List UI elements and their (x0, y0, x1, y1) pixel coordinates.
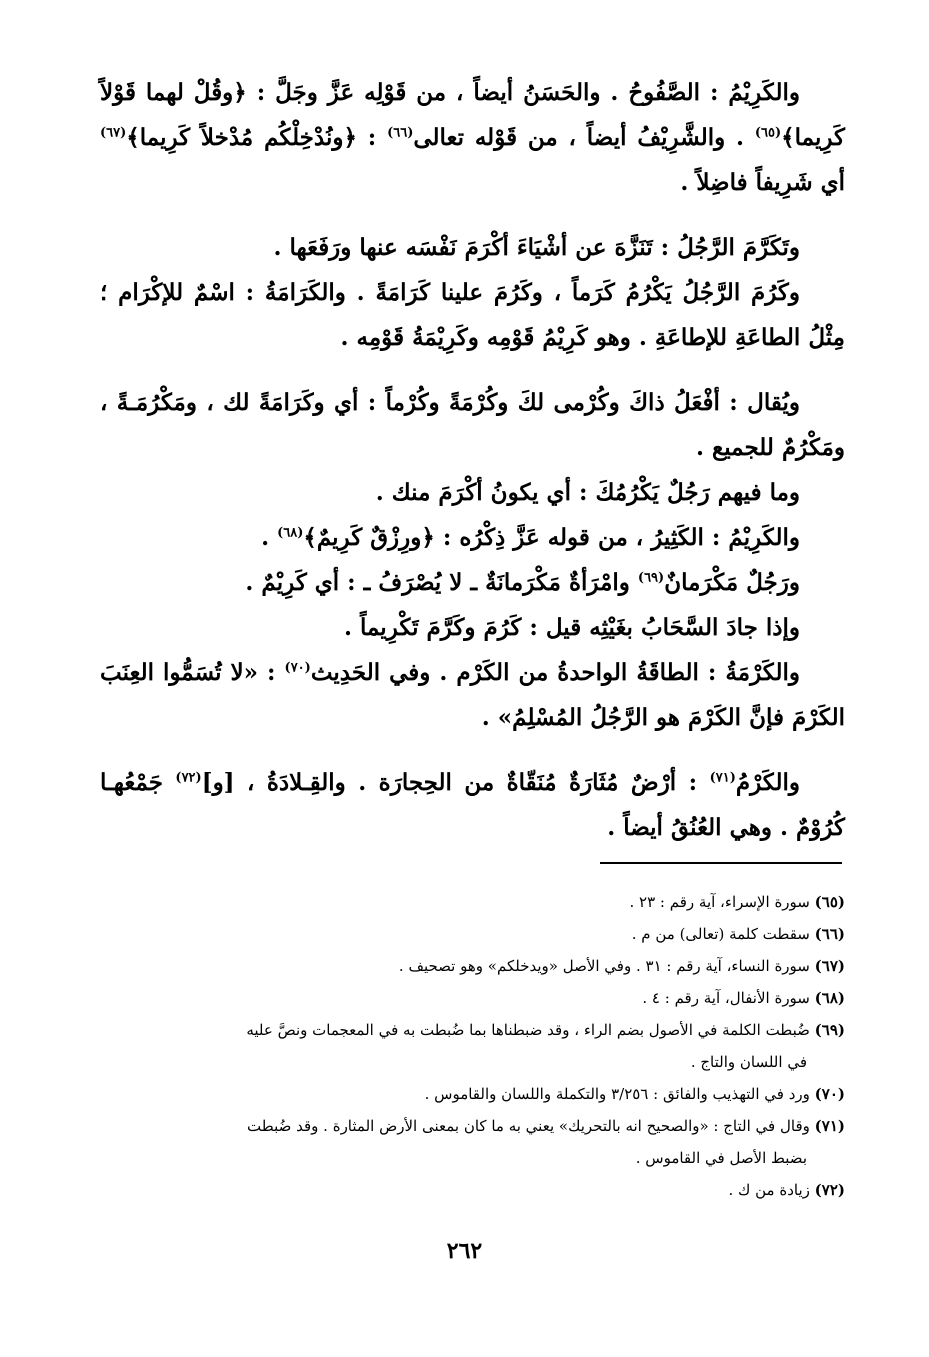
footnote-text: ورد في التهذيب والفائق : ٣/٢٥٦ والتكملة واللسان والقاموس . (424, 1085, 810, 1103)
footnote-number: (٧٢) (814, 1181, 845, 1199)
footnote-divider (600, 862, 842, 864)
footnote (110, 982, 845, 1014)
paragraph-text: : أرْضٌ مُثَارَةٌ مُنَقّاةٌ من الحِجارَة . والقِـلادَةُ ، [و] (201, 769, 710, 796)
paragraph (100, 270, 845, 360)
footnote-text: سورة النساء، آية رقم : ٣١ . وفي الأصل «ويدخلكم» وهو تصحيف . (398, 957, 810, 975)
footnote-number: (٧١) (814, 1117, 845, 1135)
footnote-number: (٦٩) (814, 1021, 845, 1039)
paragraph (100, 225, 845, 270)
footnote-number: (٦٨) (814, 989, 845, 1007)
paragraph-text: : «لا تُسَمُّوا العِنَبَ الكَرْمَ فإنَّ الكَرْمَ هو الرَّجُلُ المُسْلِمُ» . (100, 659, 845, 731)
footnote-ref: (٧٢) (175, 770, 202, 786)
footnote-text: سورة الإسراء، آية رقم : ٢٣ . (629, 893, 810, 911)
footnote (110, 1174, 845, 1206)
footnote-text: سقطت كلمة (تعالى) من م . (631, 925, 810, 943)
footnote-ref: (٦٦) (387, 125, 414, 141)
footnote-continuation: بضبط الأصل في القاموس . (635, 1149, 807, 1167)
footnote-ref: (٦٥) (754, 125, 782, 141)
footnote-ref: (٧١) (709, 770, 736, 786)
footnote (110, 886, 845, 918)
paragraph (100, 515, 845, 560)
footnote-number: (٦٥) (814, 893, 845, 911)
paragraph-text: والكَرْمُ (735, 769, 800, 796)
paragraph-text: والكَرِيْمُ : الصَّفُوحُ . والحَسَنُ أيضاً ، من قَوْلِه عَزَّ وجَلَّ : ﴿وقُلْ لهما قَوْلاً كَرِيما﴾ (100, 79, 845, 151)
paragraph-text: . والشَّرِيْفُ أيضاً ، من قَوْله تعالى (413, 124, 755, 151)
paragraph (100, 605, 845, 650)
footnote-number: (٦٧) (814, 957, 845, 975)
paragraph (100, 380, 845, 470)
paragraph-text: ورَجُلٌ مَكْرَمانٌ (664, 569, 800, 596)
footnotes (110, 886, 845, 1206)
footnote-ref: (٧٠) (284, 660, 311, 676)
footnote (110, 950, 845, 982)
footnote-text: ضُبطت الكلمة في الأصول بضم الراء ، وقد ضبطناها بما ضُبطت به في المعجمات ونصَّ عليه (246, 1021, 810, 1039)
footnote-ref: (٦٨) (277, 525, 304, 541)
paragraph (100, 470, 845, 515)
footnote-number: (٦٦) (814, 925, 845, 943)
page-number: ٢٦٢ (446, 1238, 483, 1264)
paragraph-text: وما فيهم رَجُلٌ يَكْرُمُكَ : أي يكونُ أكْرَمَ منك . (375, 479, 800, 506)
footnote-ref: (٦٩) (637, 570, 665, 586)
footnote (110, 1110, 845, 1174)
footnote (110, 1014, 845, 1078)
footnote (110, 1078, 845, 1110)
paragraph (100, 70, 845, 205)
footnote (110, 918, 845, 950)
paragraph-text: . (261, 524, 278, 551)
paragraph (100, 560, 845, 605)
paragraph-text: جَمْعُهـا كُرُوْمٌ . وهي العُنُقُ أيضاً . (100, 769, 845, 841)
page-body (100, 70, 845, 850)
main-text (100, 70, 845, 850)
paragraph-text: أي شَرِيفاً فاضِلاً . (680, 169, 845, 196)
footnote-ref: (٦٧) (100, 125, 127, 141)
paragraph-text: وامْرَأةٌ مَكْرَمانَةٌ ـ لا يُصْرَفُ ـ : أي كَرِيْمٌ . (245, 569, 638, 596)
paragraph-text: والكَرِيْمُ : الكَثِيرُ ، من قوله عَزَّ ذِكْرُه : ﴿ورِزْقٌ كَرِيمٌ﴾ (303, 524, 800, 551)
footnote-text: سورة الأنفال، آية رقم : ٤ . (642, 989, 810, 1007)
paragraph (100, 760, 845, 850)
footnote-text: وقال في التاج : «والصحيح انه بالتحريك» يعني به ما كان بمعنى الأرض المثارة . وقد ضُبطت (247, 1117, 810, 1135)
paragraph-text: وكَرُمَ الرَّجُلُ يَكْرُمُ كَرَماً ، وكَرُمَ علينا كَرَامَةً . والكَرَامَةُ : اسْمٌ للإكْرَام ؛ مِثْلُ الطاعَةِ للإطاعَةِ . وهو كَرِيْمُ قَوْمِه وكَرِيْمَةُ قَوْمِه . (100, 279, 845, 351)
paragraph-text: وإذا جادَ السَّحَابُ بغَيْثِه قيل : كَرُمَ وكَرَّمَ تَكْرِيماً . (343, 614, 800, 641)
paragraph (100, 650, 845, 740)
paragraph-text: ويُقال : أفْعَلُ ذاكَ وكُرْمى لكَ وكُرْمَةً وكُرْماً : أي وكَرَامَةً لك ، ومَكْرُمَـةً ، ومَكْرُمٌ للجميع . (100, 389, 845, 461)
footnote-text: زيادة من ك . (728, 1181, 810, 1199)
paragraph-text: : ﴿ونُدْخِلْكُم مُدْخلاً كَرِيما﴾ (126, 124, 388, 151)
paragraph-text: وتَكَرَّمَ الرَّجُلُ : تَنَزَّهَ عن أشْيَاءَ أكْرَمَ نَفْسَه عنها ورَفَعَها . (273, 234, 800, 261)
footnote-continuation: في اللسان والتاج . (690, 1053, 807, 1071)
paragraph-text: والكَرْمَةُ : الطاقَةُ الواحدةُ من الكَرْم . وفي الحَدِيث (310, 659, 800, 686)
footnote-number: (٧٠) (814, 1085, 845, 1103)
